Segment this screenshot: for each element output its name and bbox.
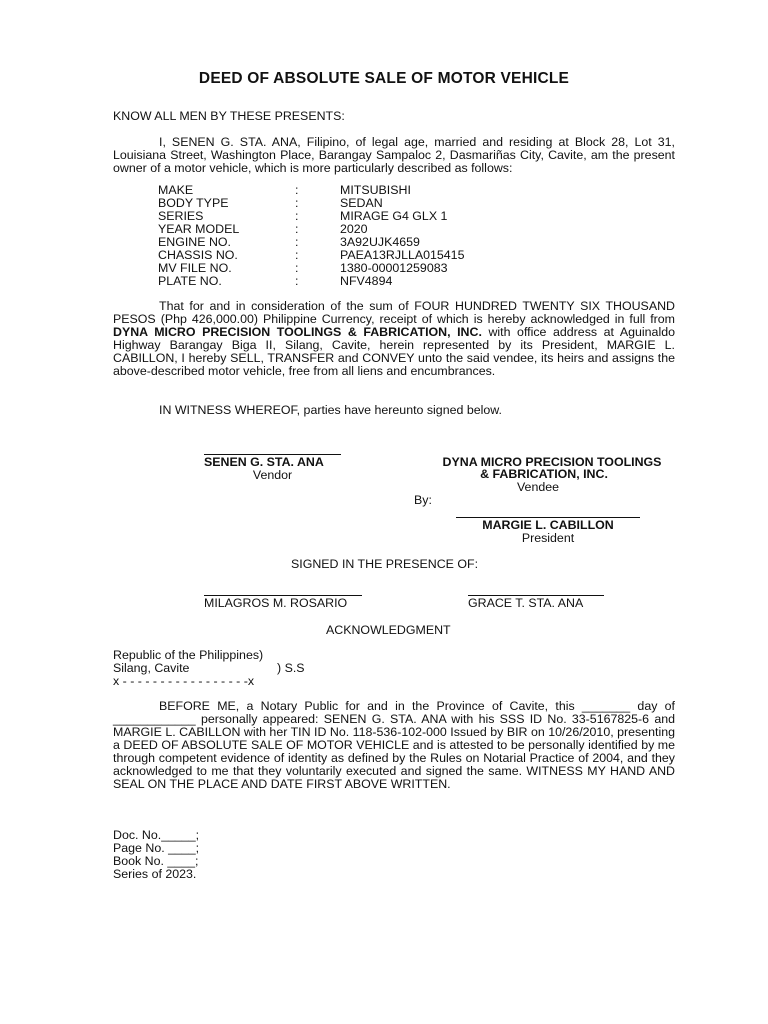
vendee-name-line2: & FABRICATION, INC. [480, 467, 608, 481]
vendee-name-line1: DYNA MICRO PRECISION TOOLINGS [442, 455, 662, 469]
spec-label: BODY TYPE [158, 196, 229, 210]
acknowledgment-paragraph [113, 700, 675, 791]
spec-label: SERIES [158, 209, 204, 223]
spec-label: YEAR MODEL [158, 222, 240, 236]
intro-text: I, SENEN G. STA. ANA, Filipino, of legal age, married and residing at Block 28, Lot 31, Louisiana Street, Washington Place, Barangay Sampaloc 2, Dasmariñas City, Cavite, am the present owner of a motor vehicle, which is more particularly described as follows: [113, 135, 675, 175]
spec-value: PAEA13RJLLA015415 [340, 248, 465, 262]
spec-label: MV FILE NO. [158, 261, 232, 275]
vendee-company-name: DYNA MICRO PRECISION TOOLINGS & FABRICATION, INC. [113, 325, 482, 339]
venue-line-2-left: Silang, Cavite [113, 661, 190, 675]
representative-name: MARGIE L. CABILLON [482, 518, 614, 532]
vendor-name: SENEN G. STA. ANA [204, 455, 324, 469]
spec-colon: : [295, 261, 299, 275]
witness-clause: IN WITNESS WHEREOF, parties have hereunto signed below. [159, 403, 502, 417]
witness2-name: GRACE T. STA. ANA [468, 596, 584, 610]
spec-value: 2020 [340, 222, 368, 236]
spec-colon: : [295, 235, 299, 249]
spec-label: ENGINE NO. [158, 235, 231, 249]
presence-heading: SIGNED IN THE PRESENCE OF: [291, 557, 479, 571]
spec-colon: : [295, 209, 299, 223]
spec-row [158, 275, 558, 288]
page-no: Page No. ____; [113, 841, 200, 855]
acknowledgment-heading: ACKNOWLEDGMENT [326, 623, 451, 637]
spec-value: NFV4894 [340, 274, 393, 288]
representative-role: President [521, 531, 575, 545]
spec-label: MAKE [158, 183, 194, 197]
venue-line-3: x - - - - - - - - - - - - - - - - -x [113, 674, 255, 688]
spec-value: 1380-00001259083 [340, 261, 448, 275]
intro-paragraph [113, 136, 675, 175]
spec-value: SEDAN [340, 196, 383, 210]
series-year: Series of 2023. [113, 867, 197, 881]
spec-colon: : [295, 183, 299, 197]
consideration-text-continued: with office address at Aguinaldo Highway Barangay Biga II, Silang, Cavite, herein represented by its President, MARGIE L. CABILLON, I hereby SELL, TRANSFER and CONVEY unto the said vendee, its heirs and assigns the above-described motor vehicle, free from all liens and encumbrances. [113, 325, 675, 378]
spec-value: MITSUBISHI [340, 183, 411, 197]
doc-no: Doc. No._____; [113, 828, 200, 842]
spec-label: PLATE NO. [158, 274, 222, 288]
book-no: Book No. ____; [113, 854, 199, 868]
vendor-role: Vendor [252, 468, 293, 482]
document-title: DEED OF ABSOLUTE SALE OF MOTOR VEHICLE [198, 70, 570, 87]
vendee-role: Vendee [516, 480, 560, 494]
spec-label: CHASSIS NO. [158, 248, 238, 262]
spec-value: MIRAGE G4 GLX 1 [340, 209, 448, 223]
opening-line: KNOW ALL MEN BY THESE PRESENTS: [113, 109, 345, 123]
spec-colon: : [295, 196, 299, 210]
spec-colon: : [295, 274, 299, 288]
spec-value: 3A92UJK4659 [340, 235, 420, 249]
venue-line-2-right: ) S.S [277, 661, 305, 675]
spec-colon: : [295, 222, 299, 236]
acknowledgment-text: BEFORE ME, a Notary Public for and in the Province of Cavite, this _______ day of ____________ personally appeared: SENEN G. STA. ANA with his SSS ID No. 33-5167825-6 and MARGIE L. CABILLON with her TIN ID No. 118-536-102-000 Issued by BIR on 10/26/2010, presenting a DEED OF ABSOLUTE SALE OF MOTOR VEHICLE and is attested to be personally identified by me through competent evidence of identity as defined by the Rules on Notarial Practice of 2004, and they acknowledged to me that they voluntarily executed and signed the same. WITNESS MY HAND AND SEAL ON THE PLACE AND DATE FIRST ABOVE WRITTEN. [113, 699, 675, 791]
venue-line-1: Republic of the Philippines) [113, 648, 264, 662]
consideration-text: That for and in consideration of the sum of FOUR HUNDRED TWENTY SIX THOUSAND PESOS (Php 426,000.00) Philippine Currency, receipt of which is hereby acknowledged in full from [113, 299, 675, 326]
witness1-name: MILAGROS M. ROSARIO [204, 596, 348, 610]
consideration-paragraph [113, 300, 675, 378]
by-label: By: [414, 493, 432, 507]
spec-colon: : [295, 248, 299, 262]
